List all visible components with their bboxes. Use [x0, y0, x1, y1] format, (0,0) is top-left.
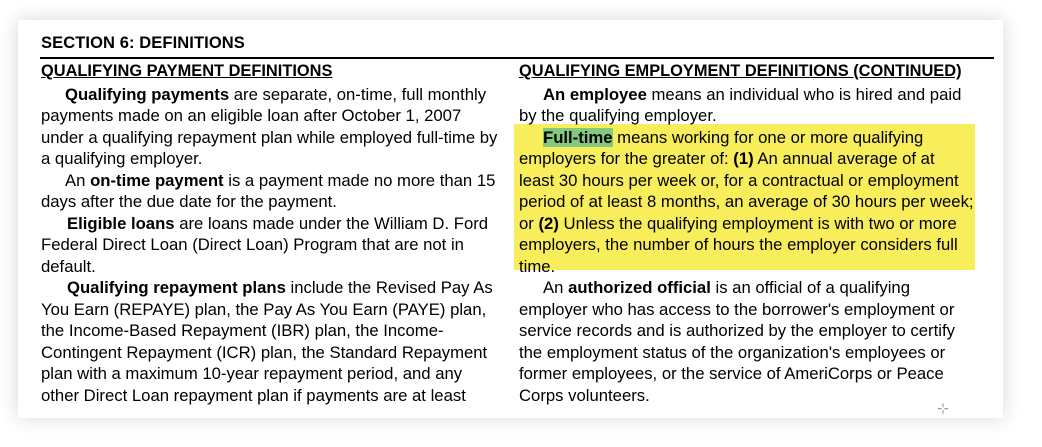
term: An employee	[543, 84, 647, 104]
term: Qualifying payments	[65, 84, 230, 104]
term: authorized official	[568, 278, 711, 297]
term-highlighted[interactable]: Full-time	[543, 127, 613, 147]
right-column	[519, 61, 974, 406]
term: Qualifying repayment plans	[67, 278, 286, 297]
left-column-heading: QUALIFYING PAYMENT DEFINITIONS	[41, 62, 333, 80]
eligible-loans-paragraph: Eligible loans are loans made under the William D. Ford Federal Direct Loan (Direct Loan) Program that are not in default.	[41, 213, 489, 276]
term: Eligible loans	[67, 213, 175, 233]
employee-paragraph: An employee means an individual who is hired and paid by the qualifying employer.	[519, 84, 962, 125]
full-time-paragraph: Full-time means working for one or more qualifying employers for the greater of: (1) An annual average of at least 30 hours per week or, for a contractual or employment period of at least 8 months, an average of 30 hours per week; or (2) Unless the qualifying employment is with two or more employers, the number of hours the employer considers full time.	[519, 127, 974, 276]
document-page	[18, 20, 1003, 418]
on-time-payment-paragraph: An on-time payment is a payment made no more than 15 days after the due date for the payment.	[41, 170, 496, 211]
section-divider	[40, 57, 994, 59]
section-title: SECTION 6: DEFINITIONS	[41, 34, 245, 52]
authorized-official-paragraph: An authorized official is an official of a qualifying employer who has access to the borrower's employment or service records and is authorized by the employer to certify the employment status of the organization's employees or former employees, or the service of AmeriCorps or Peace Corps volunteers.	[519, 278, 955, 405]
page-corner-icon: ⊹	[937, 400, 949, 416]
repayment-plans-paragraph: Qualifying repayment plans include the Revised Pay As You Earn (REPAYE) plan, the Pay As You Earn (PAYE) plan, the Income-Based Repayment (IBR) plan, the Income-Contingent Repayment (ICR) plan, the Standard Repayment plan with a maximum 10-year repayment period, and any other Direct Loan repayment plan if payments are at least	[41, 278, 493, 405]
qualifying-payments-paragraph: Qualifying payments are separate, on-time, full monthly payments made on an eligible loan after October 1, 2007 under a qualifying repayment plan while employed full-time by a qualifying employer.	[41, 84, 498, 168]
left-column	[41, 61, 501, 406]
term: on-time payment	[90, 170, 224, 190]
right-column-heading: QUALIFYING EMPLOYMENT DEFINITIONS (CONTINUED)	[519, 62, 962, 80]
